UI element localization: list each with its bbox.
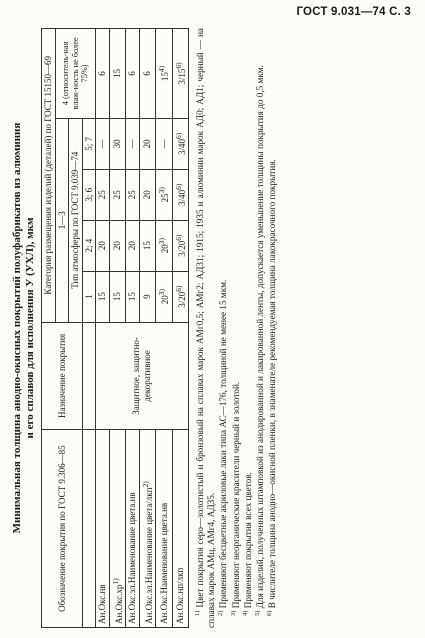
designation-cell: Ан.Окс.нв xyxy=(96,430,110,628)
page-header: ГОСТ 9.031—74 С. 3 xyxy=(296,6,411,18)
value-text: 3/20 xyxy=(176,291,187,308)
value-cell: 3/40$^{6)}$ xyxy=(172,169,189,220)
value-cell: 20$^{3)}$ xyxy=(156,220,173,271)
value-cell: 20 xyxy=(126,220,140,271)
value-cell: 25 xyxy=(109,169,126,220)
header-atm-4: 5; 7 xyxy=(82,118,96,169)
header-designation: Обозначение покрытия по ГОСТ 9.306—85 xyxy=(42,430,83,628)
footnote-text: Цвет покрытия серо—золотистый и бронзовый на сплавах марок АМг0,5; АМг2; АД31; 1915; 1935 и алюминии марок АД0; АД1; черный — на сплавах марок АМц, АМг4, АД35. xyxy=(195,28,217,628)
designation-cell: Ан.Окс.эл.Наименование цвета.нв xyxy=(126,430,140,628)
header-category-4: 4 (относитель-ная влаж-ность не более 75%) xyxy=(55,29,96,119)
value-cell: 6 xyxy=(96,29,110,119)
value-text: 15 xyxy=(160,72,170,82)
value-cell: 6 xyxy=(126,29,140,119)
value-text: 3/40 xyxy=(176,138,187,155)
header-atm-3: 3; 6 xyxy=(82,169,96,220)
footnote-text: В числителе толщина анодно—окисной пленки, в знаменателе рекомендуемая толщина лакокрасочного покрытия. xyxy=(267,159,278,609)
footnote: $^{1)}$ Цвет покрытия серо—золотистый и бронзовый на сплавах марок АМг0,5; АМг2; АД31; 1915; 1935 и алюминии марок АД0; АД1; черный — на сплавах марок АМц, АМг4, АД35. xyxy=(193,28,217,628)
value-cell: 3/15$^{6)}$ xyxy=(172,29,189,119)
header-designation-blank xyxy=(82,430,96,628)
value-cell: 15 xyxy=(109,29,126,119)
value-cell: 3/20$^{6)}$ xyxy=(172,220,189,271)
value-text: 3/40 xyxy=(176,189,187,206)
header-purpose: Назначение покрытия xyxy=(42,322,83,430)
designation-cell: Ан.Окс.эл.Наименование цвета/лкп$^{2)}$ xyxy=(139,430,156,628)
header-purpose-blank xyxy=(82,322,96,430)
title-line-2: и его сплавов для исполнения У (УХЛ), мкм xyxy=(24,217,36,439)
value-text: 25 xyxy=(160,193,170,203)
value-text: 3/15 xyxy=(176,68,187,85)
header-category-1-3: 1—3 xyxy=(55,118,69,322)
designation-text: Ан.Окс.хр xyxy=(113,584,124,624)
table-title xyxy=(11,28,37,628)
designation-cell: Ан.Окс.нп/лкп xyxy=(172,430,189,628)
table-row xyxy=(96,29,110,628)
value-cell: — xyxy=(126,118,140,169)
value-text: 3/20 xyxy=(176,240,187,257)
value-cell: — xyxy=(96,118,110,169)
footnote-text: Применяют покрытия всех цветов. xyxy=(242,472,253,609)
value-cell: 30 xyxy=(109,118,126,169)
value-cell: 20 xyxy=(96,220,110,271)
header-atmosphere-type: Тип атмосферы по ГОСТ 9.039—74 xyxy=(69,118,83,322)
value-cell: 15$^{4)}$ xyxy=(156,29,173,119)
designation-text: Ан.Окс.эл.Наименование цвета/лкп xyxy=(143,487,154,624)
value-cell: 20 xyxy=(109,220,126,271)
value-cell: 20 xyxy=(139,169,156,220)
footnote: $^{5)}$ Для изделий, полученных штамповкой из анодированной и лакированной ленты, допускается уменьшение толщины покрытия до 0,5 мкм. xyxy=(253,65,266,616)
value-cell: 20 xyxy=(139,118,156,169)
header-atm-2: 2; 4 xyxy=(82,220,96,271)
footnote: $^{6)}$ В числителе толщина анодно—окисной пленки, в знаменателе рекомендуемая толщина лакокрасочного покрытия. xyxy=(266,159,278,616)
header-atm-1: 1 xyxy=(82,271,96,322)
title-line-1: Минимальная толщина анодно-окисных покрытий полуфабрикатов из алюминия xyxy=(11,122,23,534)
purpose-cell: Защитное, защитно-декоративное xyxy=(96,322,189,430)
value-text: 20 xyxy=(160,244,170,254)
value-cell: 15 xyxy=(96,271,110,322)
value-cell: 15 xyxy=(109,271,126,322)
value-cell: 3/20$^{6)}$ xyxy=(172,271,189,322)
value-cell: 15 xyxy=(139,220,156,271)
footnote: $^{4)}$ Применяют покрытия всех цветов. xyxy=(241,472,253,616)
rotated-content xyxy=(10,28,418,628)
header-category: Категория размещения изделий (деталей) по ГОСТ 15150—69 xyxy=(42,29,56,323)
coating-thickness-table xyxy=(41,28,189,628)
footnote-text: Применяют неорганические красители черный и золотой. xyxy=(230,381,241,609)
value-cell: 25 xyxy=(126,169,140,220)
designation-cell: Ан.Окс.Наименование цвета.нв xyxy=(156,430,173,628)
footnote-text: Применяют бесцветные акриловые лаки типа АС—176, толщиной не менее 15 мкм. xyxy=(218,279,229,609)
footnotes xyxy=(195,28,278,628)
designation-cell: $Ан.Окс.хр^{1)}$ xyxy=(109,430,126,628)
value-cell: — xyxy=(156,118,173,169)
value-cell: 20$^{3)}$ xyxy=(156,271,173,322)
value-cell: 6 xyxy=(139,29,156,119)
value-cell: 3/40$^{6)}$ xyxy=(172,118,189,169)
value-cell: 15 xyxy=(126,271,140,322)
value-cell: 25 xyxy=(96,169,110,220)
footnote: $^{3)}$ Применяют неорганические красители черный и золотой. xyxy=(229,381,241,616)
footnote-text: Для изделий, полученных штамповкой из анодированной и лакированной ленты, допускается уменьшение толщины покрытия до 0,5 мкм. xyxy=(255,65,266,609)
value-cell: 9 xyxy=(139,271,156,322)
value-cell: 25$^{3)}$ xyxy=(156,169,173,220)
value-text: 20 xyxy=(160,295,170,305)
footnote: $^{2)}$ Применяют бесцветные акриловые лаки типа АС—176, толщиной не менее 15 мкм. xyxy=(217,279,229,616)
